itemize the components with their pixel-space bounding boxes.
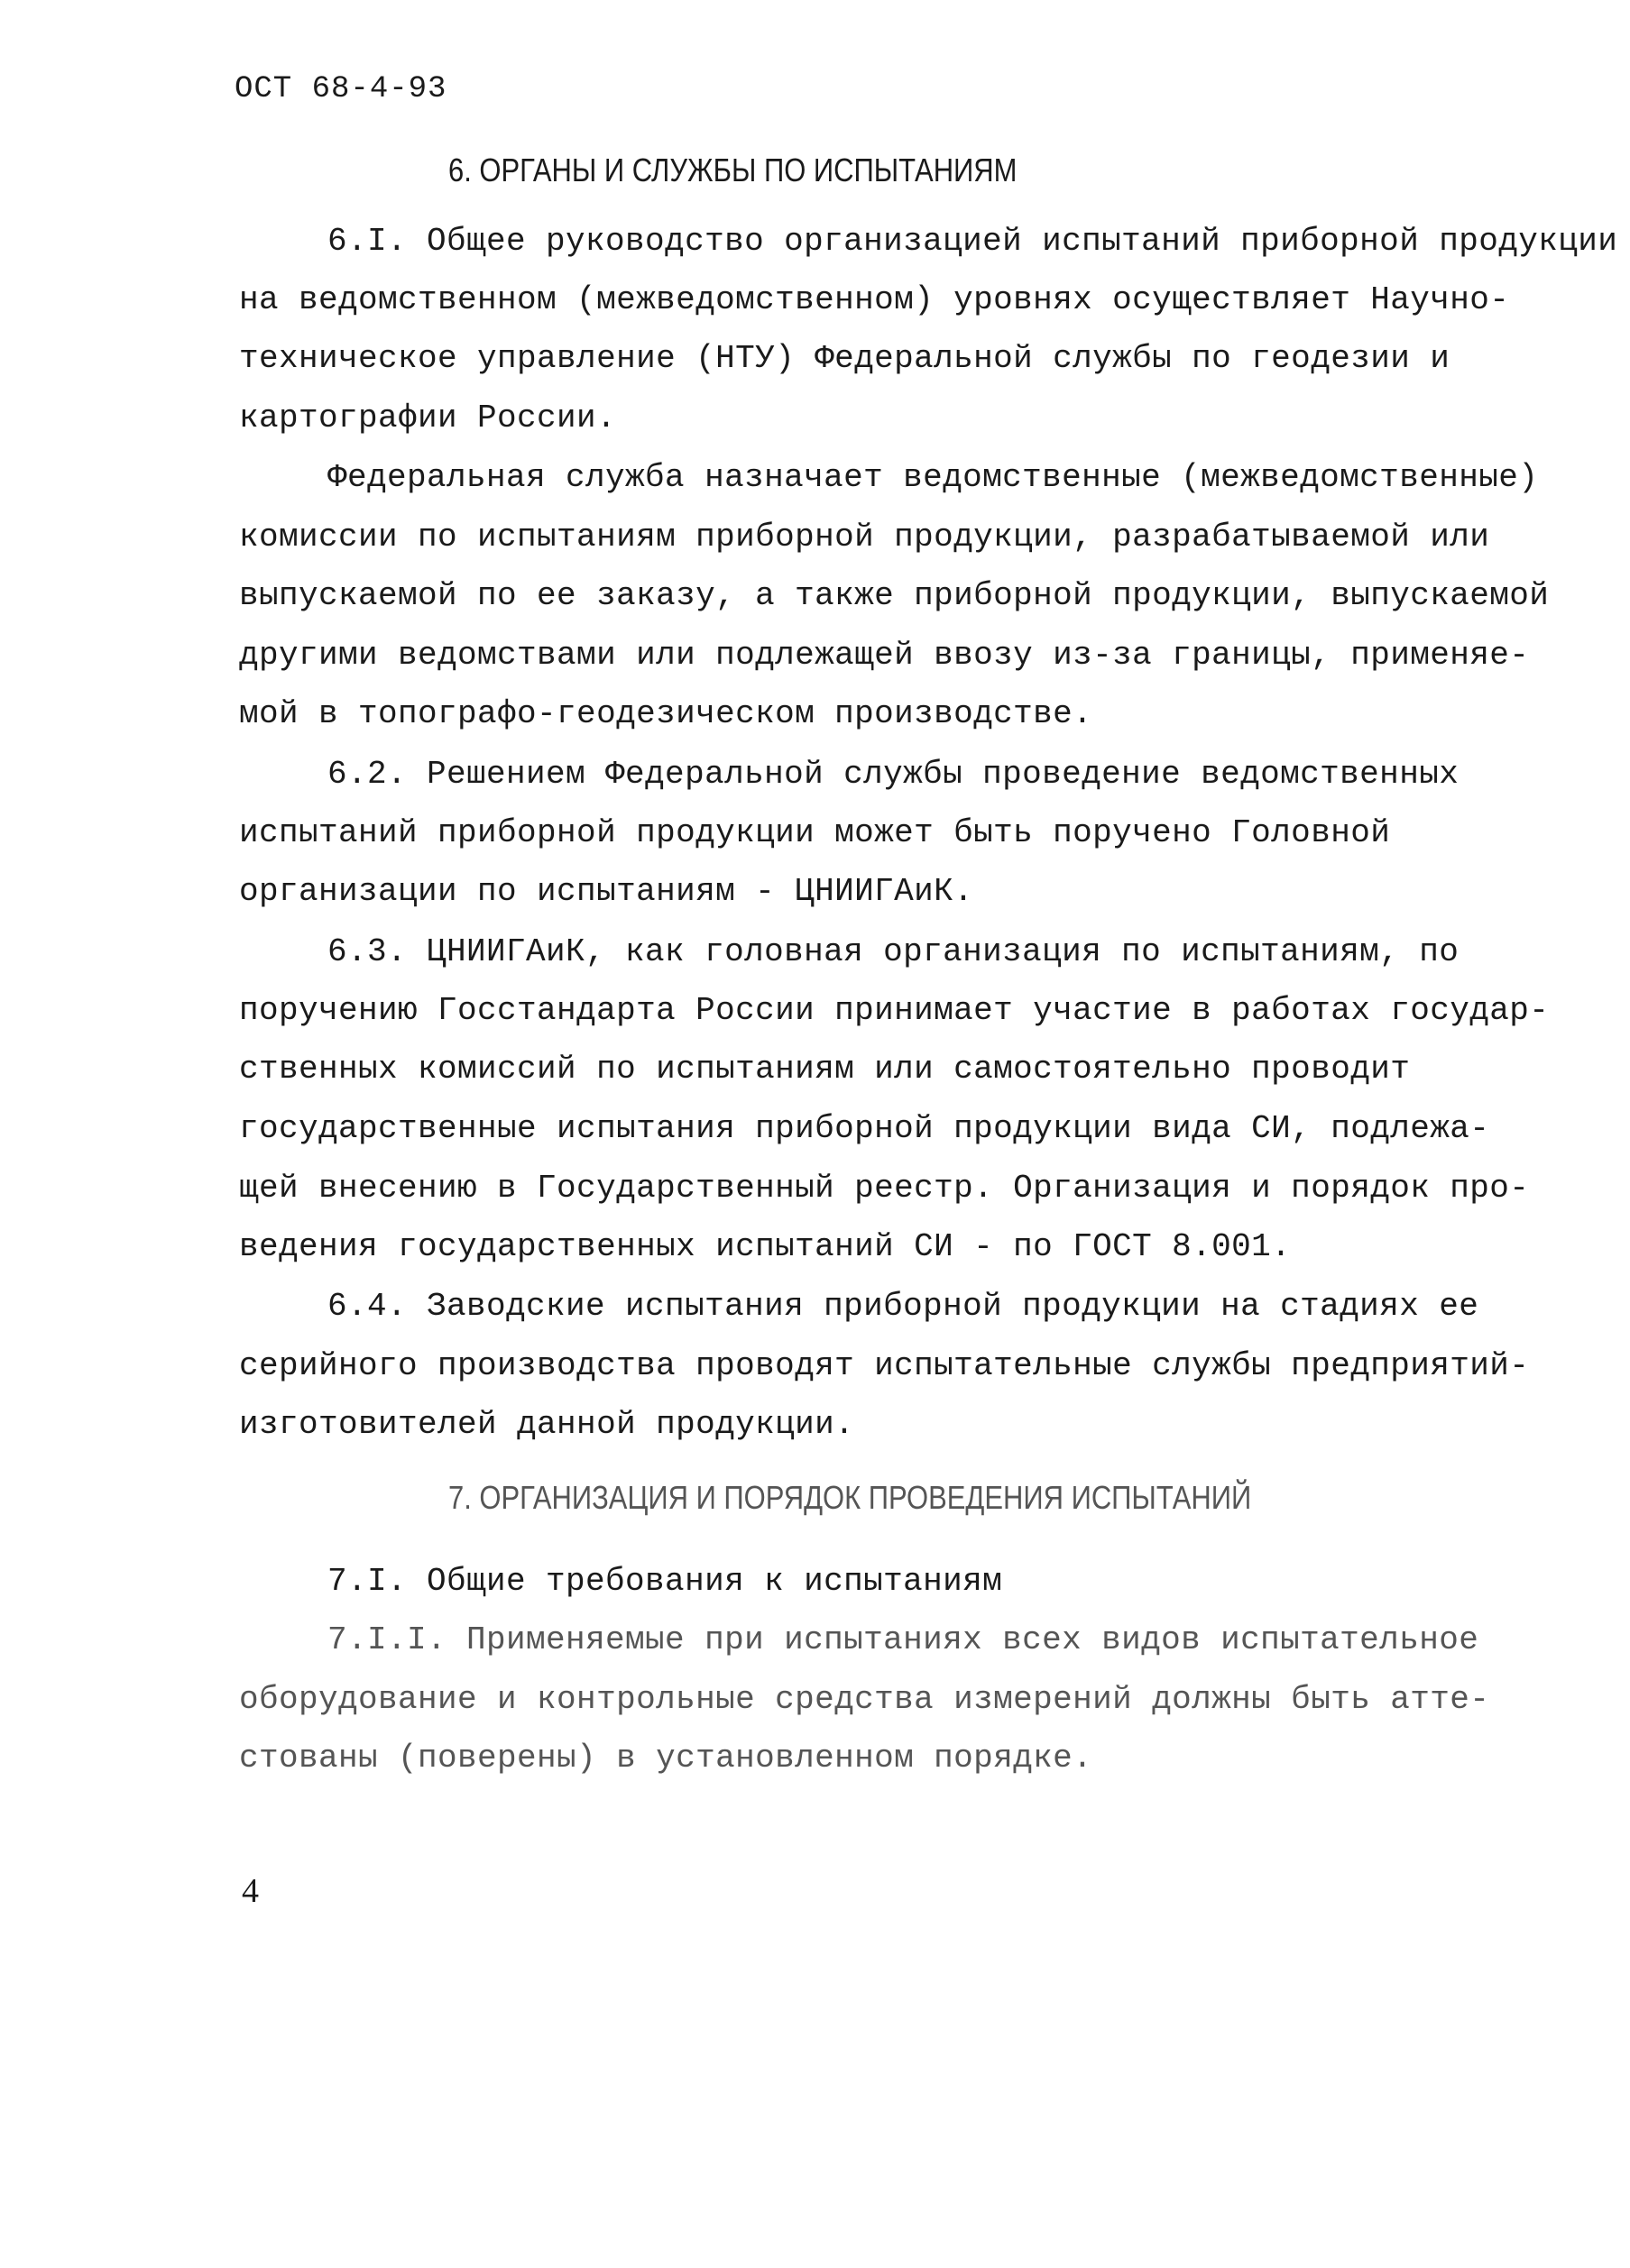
paragraph-line: испытаний приборной продукции может быть поручено Головной (239, 814, 1391, 851)
paragraph-line: государственные испытания приборной продукции вида СИ, подлежа- (239, 1110, 1490, 1147)
paragraph-line: выпускаемой по ее заказу, а также приборной продукции, выпускаемой (239, 577, 1550, 614)
paragraph-line: 6.3. ЦНИИГАиК, как головная организация по испытаниям, по (327, 933, 1460, 970)
paragraph-line: мой в топографо-геодезическом производстве. (239, 695, 1093, 732)
paragraph-line: ведения государственных испытаний СИ - по ГОСТ 8.001. (239, 1228, 1292, 1265)
paragraph-line: Федеральная служба назначает ведомственные (межведомственные) (327, 459, 1539, 496)
paragraph-line: ственных комиссий по испытаниям или самостоятельно проводит (239, 1051, 1411, 1088)
paragraph-line: 7.I.I. Применяемые при испытаниях всех видов испытательное (327, 1621, 1479, 1658)
paragraph-line: другими ведомствами или подлежащей ввозу из-за границы, применяе- (239, 637, 1530, 674)
paragraph-line: 6.2. Решением Федеральной службы проведение ведомственных (327, 756, 1460, 793)
paragraph-line: изготовителей данной продукции. (239, 1406, 855, 1443)
paragraph-line: на ведомственном (межведомственном) уровнях осуществляет Научно- (239, 281, 1510, 318)
section-7-title: 7. ОРГАНИЗАЦИЯ И ПОРЯДОК ПРОВЕДЕНИЯ ИСПЫТАНИЙ (448, 1479, 1252, 1516)
paragraph-line: оборудование и контрольные средства измерений должны быть атте- (239, 1681, 1490, 1718)
document-code: ОСТ 68-4-93 (235, 72, 447, 106)
paragraph-line: 6.4. Заводские испытания приборной продукции на стадиях ее (327, 1288, 1479, 1325)
paragraph-line: 6.I. Общее руководство организацией испытаний приборной продукции (327, 223, 1618, 260)
paragraph-line: серийного производства проводят испытательные службы предприятий- (239, 1347, 1530, 1384)
paragraph-line: организации по испытаниям - ЦНИИГАиК. (239, 873, 974, 910)
paragraph-line: картографии России. (239, 399, 617, 436)
section-6-title: 6. ОРГАНЫ И СЛУЖБЫ ПО ИСПЫТАНИЯМ (448, 152, 1018, 188)
paragraph-line: поручению Госстандарта России принимает участие в работах государ- (239, 992, 1550, 1029)
paragraph-line: техническое управление (НТУ) Федеральной службы по геодезии и (239, 340, 1450, 377)
paragraph-line: щей внесению в Государственный реестр. Организация и порядок про- (239, 1170, 1530, 1207)
page-number: 4 (242, 1872, 259, 1910)
paragraph-line: комиссии по испытаниям приборной продукции, разрабатываемой или (239, 519, 1490, 556)
paragraph-line: 7.I. Общие требования к испытаниям (327, 1563, 1003, 1600)
paragraph-line: стованы (поверены) в установленном порядке. (239, 1740, 1093, 1777)
